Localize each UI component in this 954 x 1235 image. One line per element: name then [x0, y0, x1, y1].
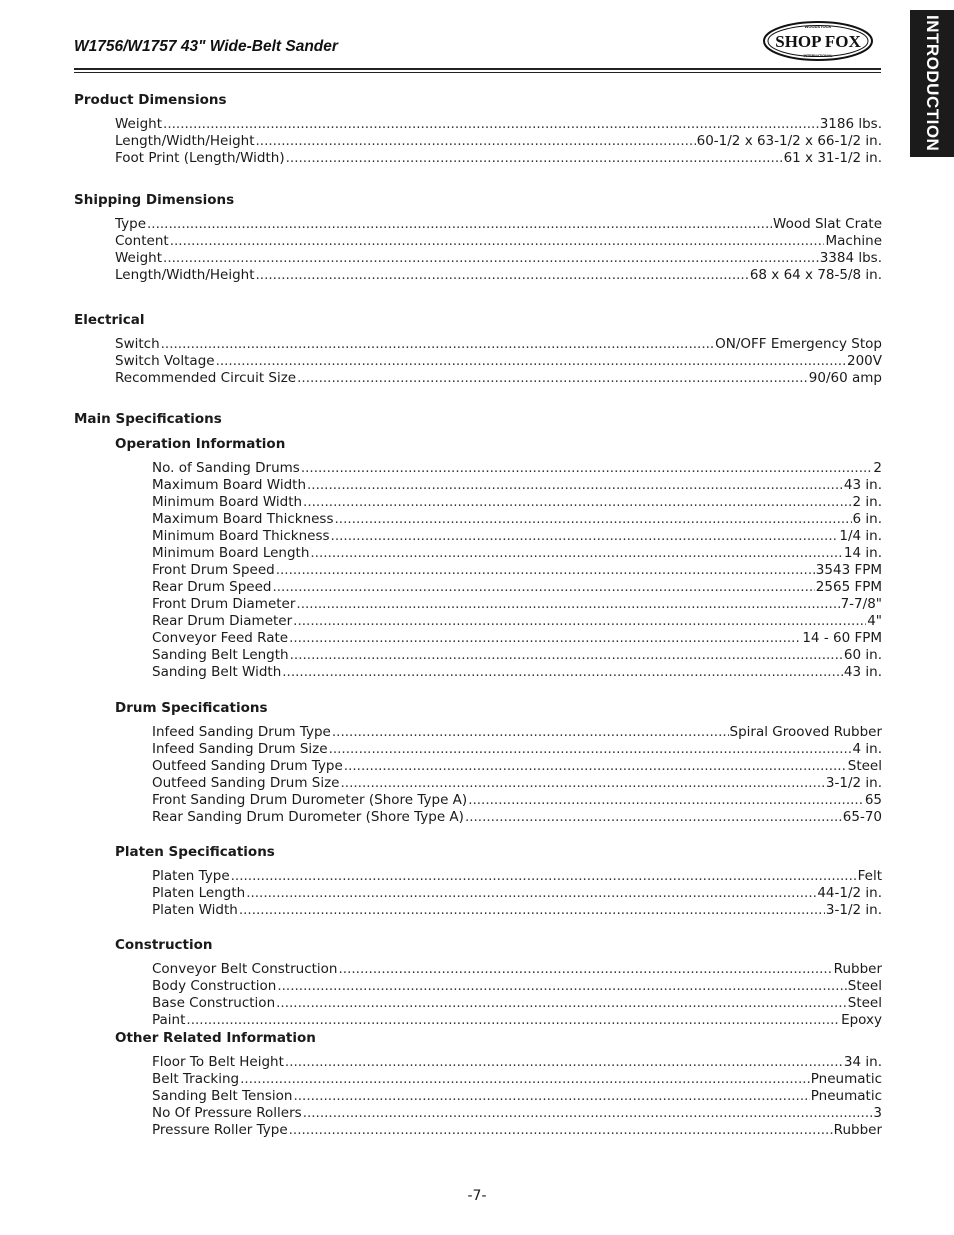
spec-row	[152, 885, 882, 902]
spec-row	[152, 596, 882, 613]
spec-label: Front Drum Diameter	[152, 596, 296, 612]
spec-value: 3384 lbs.	[819, 250, 882, 266]
introduction-side-tab	[910, 10, 954, 157]
dot-leader	[339, 961, 833, 978]
spec-value: Rubber	[833, 961, 882, 977]
spec-value: 3-1/2 in.	[825, 902, 882, 918]
drum-specifications-list	[152, 724, 882, 826]
spec-row	[152, 545, 882, 562]
dot-leader	[276, 562, 815, 579]
spec-row	[152, 1054, 882, 1071]
spec-label: Recommended Circuit Size	[115, 370, 297, 386]
section-heading-product-dimensions: Product Dimensions	[74, 92, 227, 108]
spec-row	[152, 1088, 882, 1105]
spec-label: Maximum Board Width	[152, 477, 306, 493]
dot-leader	[335, 511, 852, 528]
operation-information-list	[152, 460, 882, 681]
spec-row	[152, 868, 882, 885]
spec-label: Maximum Board Thickness	[152, 511, 334, 527]
spec-row	[152, 477, 882, 494]
spec-row	[152, 579, 882, 596]
shop-fox-logo	[762, 20, 874, 62]
spec-row	[115, 267, 882, 284]
spec-label: Conveyor Feed Rate	[152, 630, 289, 646]
spec-label: Platen Type	[152, 868, 230, 884]
spec-value: 6 in.	[852, 511, 882, 527]
spec-value: 34 in.	[843, 1054, 882, 1070]
dot-leader	[303, 494, 851, 511]
spec-row	[152, 511, 882, 528]
dot-leader	[296, 596, 839, 613]
dot-leader	[465, 809, 842, 826]
spec-value: 14 - 60 FPM	[802, 630, 882, 646]
spec-value: Rubber	[833, 1122, 882, 1138]
spec-row	[152, 460, 882, 477]
subsection-heading-other-related-information: Other Related Information	[115, 1030, 316, 1046]
subsection-heading-drum-specifications: Drum Specifications	[115, 700, 268, 716]
spec-label: Type	[115, 216, 147, 232]
dot-leader	[163, 250, 819, 267]
dot-leader	[329, 741, 852, 758]
spec-value: Spiral Grooved Rubber	[729, 724, 882, 740]
spec-value: Steel	[847, 995, 882, 1011]
construction-list	[152, 961, 882, 1029]
spec-value: 60-1/2 x 63-1/2 x 66-1/2 in.	[696, 133, 882, 149]
spec-value: 1/4 in.	[839, 528, 882, 544]
dot-leader	[277, 978, 846, 995]
dot-leader	[163, 116, 819, 133]
subsection-heading-construction: Construction	[115, 937, 213, 953]
spec-label: Weight	[115, 116, 163, 132]
spec-row	[152, 792, 882, 809]
subsection-heading-operation-information: Operation Information	[115, 436, 286, 452]
spec-value: 68 x 64 x 78-5/8 in.	[749, 267, 882, 283]
dot-leader	[303, 1105, 873, 1122]
spec-value: 4 in.	[852, 741, 882, 757]
spec-value: 14 in.	[843, 545, 882, 561]
spec-value: Epoxy	[841, 1012, 882, 1028]
spec-row	[152, 741, 882, 758]
dot-leader	[216, 353, 846, 370]
spec-label: No Of Pressure Rollers	[152, 1105, 302, 1121]
spec-row	[152, 758, 882, 775]
subsection-heading-platen-specifications: Platen Specifications	[115, 844, 275, 860]
spec-row	[115, 150, 882, 167]
dot-leader	[331, 528, 839, 545]
product-dimensions-list	[115, 116, 882, 167]
section-heading-electrical: Electrical	[74, 312, 145, 328]
spec-value: 4"	[867, 613, 882, 629]
spec-value: 43 in.	[843, 664, 882, 680]
dot-leader	[301, 460, 873, 477]
spec-value: 3	[873, 1105, 882, 1121]
spec-label: Sanding Belt Width	[152, 664, 282, 680]
logo-bottom-text: INTERNATIONAL	[803, 54, 833, 58]
spec-label: Minimum Board Thickness	[152, 528, 330, 544]
spec-label: Length/Width/Height	[115, 133, 255, 149]
spec-label: Foot Print (Length/Width)	[115, 150, 285, 166]
spec-row	[152, 902, 882, 919]
dot-leader	[246, 885, 816, 902]
dot-leader	[256, 267, 749, 284]
dot-leader	[289, 1122, 833, 1139]
spec-label: Outfeed Sanding Drum Size	[152, 775, 340, 791]
spec-row	[115, 336, 882, 353]
section-heading-shipping-dimensions: Shipping Dimensions	[74, 192, 235, 208]
spec-row	[115, 233, 882, 250]
spec-label: Conveyor Belt Construction	[152, 961, 338, 977]
dot-leader	[285, 1054, 843, 1071]
dot-leader	[239, 902, 825, 919]
dot-leader	[186, 1012, 840, 1029]
spec-row	[152, 1012, 882, 1029]
dot-leader	[293, 613, 866, 630]
spec-value: ON/OFF Emergency Stop	[715, 336, 882, 352]
dot-leader	[256, 133, 696, 150]
other-related-information-list	[152, 1054, 882, 1139]
spec-row	[152, 1122, 882, 1139]
dot-leader	[297, 370, 808, 387]
dot-leader	[307, 477, 843, 494]
spec-value: 65	[864, 792, 882, 808]
spec-label: Content	[115, 233, 169, 249]
spec-row	[152, 809, 882, 826]
spec-label: Rear Drum Speed	[152, 579, 272, 595]
spec-value: Wood Slat Crate	[773, 216, 882, 232]
dot-leader	[282, 664, 843, 681]
electrical-list	[115, 336, 882, 387]
platen-specifications-list	[152, 868, 882, 919]
spec-value: 44-1/2 in.	[817, 885, 882, 901]
spec-value: 2565 FPM	[815, 579, 882, 595]
side-tab-label: INTRODUCTION	[923, 15, 942, 152]
spec-label: No. of Sanding Drums	[152, 460, 300, 476]
spec-value: 2	[873, 460, 882, 476]
spec-label: Rear Sanding Drum Durometer (Shore Type A)	[152, 809, 464, 825]
spec-row	[115, 133, 882, 150]
spec-value: Pneumatic	[810, 1088, 882, 1104]
dot-leader	[170, 233, 825, 250]
spec-row	[115, 116, 882, 133]
dot-leader	[293, 1088, 809, 1105]
spec-label: Pressure Roller Type	[152, 1122, 288, 1138]
page-number: -7-	[467, 1188, 487, 1204]
spec-label: Belt Tracking	[152, 1071, 240, 1087]
spec-row	[152, 961, 882, 978]
spec-label: Infeed Sanding Drum Type	[152, 724, 331, 740]
spec-label: Paint	[152, 1012, 186, 1028]
spec-row	[115, 353, 882, 370]
document-header-title: W1756/W1757 43" Wide-Belt Sander	[74, 38, 338, 55]
spec-row	[152, 724, 882, 741]
spec-label: Rear Drum Diameter	[152, 613, 293, 629]
spec-label: Minimum Board Width	[152, 494, 303, 510]
spec-value: Steel	[847, 758, 882, 774]
spec-row	[152, 494, 882, 511]
spec-value: Felt	[857, 868, 882, 884]
dot-leader	[344, 758, 847, 775]
dot-leader	[341, 775, 825, 792]
spec-label: Front Sanding Drum Durometer (Shore Type A)	[152, 792, 468, 808]
shipping-dimensions-list	[115, 216, 882, 284]
spec-label: Body Construction	[152, 978, 277, 994]
spec-row	[152, 1071, 882, 1088]
spec-row	[152, 978, 882, 995]
spec-row	[115, 216, 882, 233]
dot-leader	[468, 792, 864, 809]
spec-value: Steel	[847, 978, 882, 994]
spec-row	[152, 775, 882, 792]
spec-label: Base Construction	[152, 995, 276, 1011]
spec-row	[152, 647, 882, 664]
spec-label: Length/Width/Height	[115, 267, 255, 283]
spec-label: Platen Width	[152, 902, 238, 918]
spec-row	[152, 664, 882, 681]
spec-row	[152, 528, 882, 545]
spec-value: 61 x 31-1/2 in.	[783, 150, 882, 166]
dot-leader	[332, 724, 729, 741]
dot-leader	[147, 216, 772, 233]
spec-label: Floor To Belt Height	[152, 1054, 284, 1070]
dot-leader	[276, 995, 847, 1012]
spec-row	[152, 562, 882, 579]
header-rule-thick	[74, 68, 881, 70]
spec-label: Switch	[115, 336, 160, 352]
header-rule-thin	[74, 72, 881, 73]
dot-leader	[310, 545, 843, 562]
dot-leader	[240, 1071, 810, 1088]
spec-value: Machine	[825, 233, 882, 249]
dot-leader	[290, 647, 843, 664]
dot-leader	[289, 630, 801, 647]
spec-label: Infeed Sanding Drum Size	[152, 741, 328, 757]
logo-text: SHOP FOX	[775, 32, 861, 51]
spec-value: 43 in.	[843, 477, 882, 493]
spec-value: 90/60 amp	[808, 370, 882, 386]
spec-value: 2 in.	[852, 494, 882, 510]
dot-leader	[161, 336, 715, 353]
spec-row	[152, 1105, 882, 1122]
dot-leader	[231, 868, 857, 885]
spec-label: Outfeed Sanding Drum Type	[152, 758, 343, 774]
spec-label: Front Drum Speed	[152, 562, 275, 578]
spec-value: 3-1/2 in.	[825, 775, 882, 791]
section-heading-main-specifications: Main Specifications	[74, 411, 222, 427]
spec-label: Weight	[115, 250, 163, 266]
spec-value: 7-7/8"	[840, 596, 882, 612]
spec-value: 200V	[846, 353, 882, 369]
dot-leader	[272, 579, 814, 596]
dot-leader	[286, 150, 783, 167]
spec-label: Platen Length	[152, 885, 246, 901]
spec-value: Pneumatic	[810, 1071, 882, 1087]
spec-label: Switch Voltage	[115, 353, 215, 369]
spec-row	[115, 370, 882, 387]
spec-value: 65-70	[842, 809, 882, 825]
spec-row	[152, 995, 882, 1012]
spec-row	[152, 630, 882, 647]
logo-top-text: WOODSTOCK	[804, 24, 832, 29]
spec-label: Sanding Belt Tension	[152, 1088, 293, 1104]
spec-value: 3186 lbs.	[819, 116, 882, 132]
spec-row	[115, 250, 882, 267]
spec-label: Sanding Belt Length	[152, 647, 289, 663]
spec-value: 3543 FPM	[815, 562, 882, 578]
spec-row	[152, 613, 882, 630]
spec-label: Minimum Board Length	[152, 545, 310, 561]
spec-value: 60 in.	[843, 647, 882, 663]
